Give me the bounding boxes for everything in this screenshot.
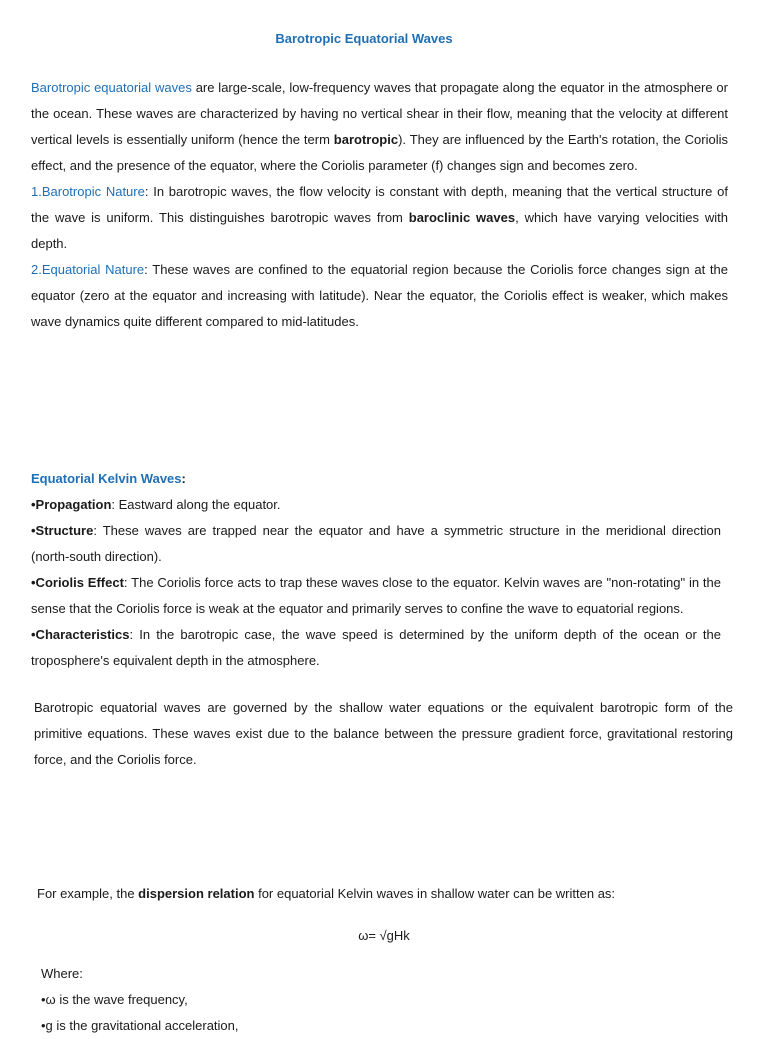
point2-lead: 2.Equatorial Nature [31,262,145,277]
kelvin-item-text: : These waves are trapped near the equator and have a symmetric structure in the meridional direction (north-south direction). [31,523,721,564]
point-barotropic-nature [31,179,728,257]
kelvin-item-propagation [31,492,721,518]
kelvin-item-text: : In the barotropic case, the wave speed is determined by the uniform depth of the ocean or the troposphere's equivalent depth in the atmosphere. [31,627,721,668]
kelvin-item-characteristics [31,622,721,674]
example-text-1: For example, the [37,886,139,901]
kelvin-item-coriolis [31,570,721,622]
point-equatorial-nature [31,257,728,335]
kelvin-heading-colon: : [181,471,186,486]
kelvin-item-label: •Coriolis Effect [31,575,124,590]
example-bold-term: dispersion relation [138,886,255,901]
intro-text-2: ). They are influenced by the Earth's rotation, the Coriolis effect, and the presence of the equator, where the Coriolis parameter (f) changes sign and becomes zero. [31,132,729,173]
kelvin-heading-text: Equatorial Kelvin Waves [31,471,182,486]
where-label: Where: [41,966,83,981]
kelvin-item-label: •Structure [31,523,94,538]
kelvin-item-text: : Eastward along the equator. [111,497,281,512]
document-title: Barotropic Equatorial Waves [275,31,453,46]
point1-text-1: : In barotropic waves, the flow velocity is constant with depth, meaning that the vertical structure of the wave is uniform. This distinguishes barotropic waves from [31,184,728,225]
dispersion-equation: ω= √gHk [358,928,410,943]
intro-text-1: are large-scale, low-frequency waves that propagate along the equator in the atmosphere or the ocean. These waves are characterized by having no vertical shear in their flow, meaning that the velocity at different vertical levels is essentially uniform (hence the term [31,80,728,147]
intro-lead: Barotropic equatorial waves [31,80,192,95]
intro-paragraph [31,75,728,179]
kelvin-item-structure [31,518,721,570]
example-paragraph [37,881,727,907]
kelvin-item-text: : The Coriolis force acts to trap these waves close to the equator. Kelvin waves are "non-rotating" in the sense that the Coriolis force is weak at the equator and primarily serves to confine the wave to equatorial regions. [31,575,721,616]
governed-paragraph: Barotropic equatorial waves are governed by the shallow water equations or the equivalent barotropic form of the primitive equations. These waves exist due to the balance between the pressure gradient force, gravitational restoring force, and the Coriolis force. [34,700,733,767]
intro-bold-term: barotropic [333,132,399,147]
point2-text-1: : These waves are confined to the equatorial region because the Coriolis force changes sign at the equator (zero at the equator and increasing with latitude). Near the equator, the Coriolis effect is weaker, which makes wave dynamics quite different compared to mid-latitudes. [31,262,728,329]
point1-lead: 1.Barotropic Nature [31,184,145,199]
kelvin-item-label: •Propagation [31,497,112,512]
example-text-2: for equatorial Kelvin waves in shallow water can be written as: [254,886,616,901]
kelvin-heading [31,466,721,492]
point1-text-2: , which have varying velocities with depth. [31,210,728,251]
kelvin-item-label: •Characteristics [31,627,130,642]
where-item: •ω is the wave frequency, [41,992,188,1007]
point1-bold-term: baroclinic waves [408,210,516,225]
where-item: •g is the gravitational acceleration, [41,1018,239,1033]
